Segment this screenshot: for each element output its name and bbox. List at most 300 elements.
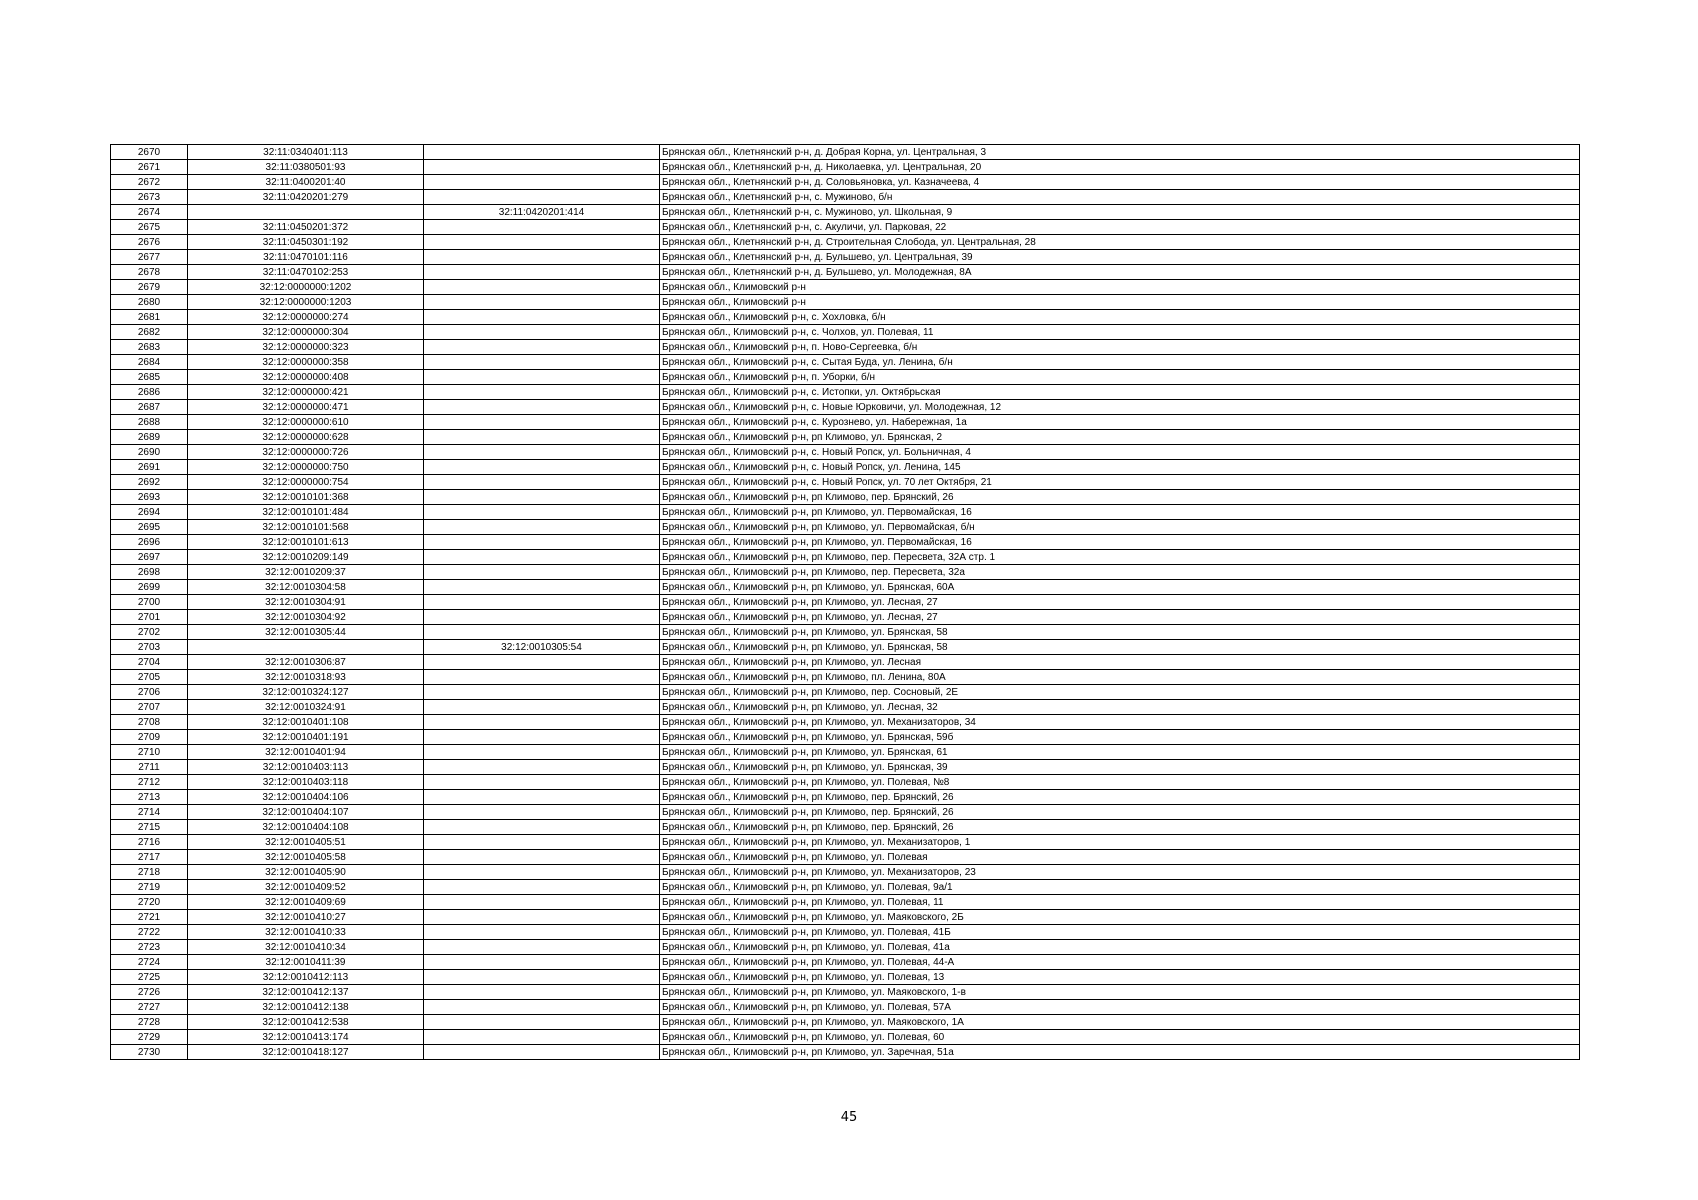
address-cell: Брянская обл., Климовский р-н, рп Климово, ул. Лесная, 27 — [660, 610, 1580, 625]
table-row — [111, 445, 1580, 460]
row-number-cell: 2693 — [111, 490, 188, 505]
cadastral-number-cell: 32:12:0010304:92 — [188, 610, 424, 625]
cadastral-number-cell: 32:12:0010209:149 — [188, 550, 424, 565]
row-number-cell: 2714 — [111, 805, 188, 820]
table-row — [111, 355, 1580, 370]
row-number-cell: 2684 — [111, 355, 188, 370]
table-row — [111, 535, 1580, 550]
address-cell: Брянская обл., Клетнянский р-н, д. Николаевка, ул. Центральная, 20 — [660, 160, 1580, 175]
address-cell: Брянская обл., Климовский р-н, рп Климово, пер. Брянский, 26 — [660, 790, 1580, 805]
row-number-cell: 2721 — [111, 910, 188, 925]
address-cell: Брянская обл., Климовский р-н, рп Климово, ул. Первомайская, 16 — [660, 505, 1580, 520]
table-row — [111, 325, 1580, 340]
cadastral-number-cell: 32:12:0010409:69 — [188, 895, 424, 910]
cadastral-number-cell: 32:12:0010101:484 — [188, 505, 424, 520]
table-row — [111, 1030, 1580, 1045]
cadastral-number-cell: 32:12:0010410:33 — [188, 925, 424, 940]
table-row — [111, 805, 1580, 820]
row-number-cell: 2677 — [111, 250, 188, 265]
cadastral-number-alt-cell — [424, 190, 660, 205]
cadastral-number-alt-cell — [424, 985, 660, 1000]
row-number-cell: 2689 — [111, 430, 188, 445]
table-row — [111, 1000, 1580, 1015]
row-number-cell: 2680 — [111, 295, 188, 310]
address-cell: Брянская обл., Климовский р-н, рп Климово, ул. Маяковского, 1А — [660, 1015, 1580, 1030]
row-number-cell: 2725 — [111, 970, 188, 985]
table-row — [111, 490, 1580, 505]
table-row — [111, 610, 1580, 625]
address-cell: Брянская обл., Климовский р-н, рп Климово, пер. Пересвета, 32а — [660, 565, 1580, 580]
row-number-cell: 2716 — [111, 835, 188, 850]
cadastral-number-alt-cell — [424, 955, 660, 970]
cadastral-number-cell: 32:12:0010305:44 — [188, 625, 424, 640]
row-number-cell: 2711 — [111, 760, 188, 775]
cadastral-number-cell: 32:12:0010401:108 — [188, 715, 424, 730]
cadastral-number-cell: 32:12:0010403:113 — [188, 760, 424, 775]
cadastral-number-cell: 32:11:0470102:253 — [188, 265, 424, 280]
cadastral-number-alt-cell — [424, 775, 660, 790]
cadastral-number-alt-cell — [424, 355, 660, 370]
row-number-cell: 2683 — [111, 340, 188, 355]
row-number-cell: 2704 — [111, 655, 188, 670]
cadastral-number-alt-cell — [424, 1015, 660, 1030]
cadastral-number-alt-cell — [424, 535, 660, 550]
cadastral-number-cell: 32:12:0000000:628 — [188, 430, 424, 445]
row-number-cell: 2681 — [111, 310, 188, 325]
cadastral-number-alt-cell — [424, 220, 660, 235]
row-number-cell: 2670 — [111, 145, 188, 160]
row-number-cell: 2703 — [111, 640, 188, 655]
address-cell: Брянская обл., Клетнянский р-н, д. Бульшево, ул. Центральная, 39 — [660, 250, 1580, 265]
table-row — [111, 970, 1580, 985]
cadastral-number-alt-cell — [424, 505, 660, 520]
cadastral-number-alt-cell: 32:11:0420201:414 — [424, 205, 660, 220]
cadastral-number-alt-cell — [424, 385, 660, 400]
cadastral-number-alt-cell — [424, 565, 660, 580]
cadastral-number-cell: 32:11:0420201:279 — [188, 190, 424, 205]
row-number-cell: 2694 — [111, 505, 188, 520]
row-number-cell: 2717 — [111, 850, 188, 865]
cadastral-number-cell — [188, 205, 424, 220]
row-number-cell: 2712 — [111, 775, 188, 790]
table-row — [111, 430, 1580, 445]
row-number-cell: 2726 — [111, 985, 188, 1000]
table-row — [111, 295, 1580, 310]
cadastral-number-cell: 32:12:0000000:408 — [188, 370, 424, 385]
cadastral-number-cell: 32:12:0010413:174 — [188, 1030, 424, 1045]
row-number-cell: 2723 — [111, 940, 188, 955]
cadastral-number-alt-cell — [424, 595, 660, 610]
table-row — [111, 685, 1580, 700]
cadastral-number-cell: 32:12:0010412:137 — [188, 985, 424, 1000]
address-cell: Брянская обл., Клетнянский р-н, с. Мужиново, ул. Школьная, 9 — [660, 205, 1580, 220]
cadastral-number-alt-cell — [424, 280, 660, 295]
cadastral-number-alt-cell — [424, 520, 660, 535]
cadastral-number-cell: 32:12:0010304:91 — [188, 595, 424, 610]
cadastral-number-cell: 32:11:0450301:192 — [188, 235, 424, 250]
row-number-cell: 2687 — [111, 400, 188, 415]
address-cell: Брянская обл., Климовский р-н, с. Истопки, ул. Октябрьская — [660, 385, 1580, 400]
row-number-cell: 2699 — [111, 580, 188, 595]
address-cell: Брянская обл., Климовский р-н, рп Климово, ул. Лесная — [660, 655, 1580, 670]
address-cell: Брянская обл., Климовский р-н, с. Новый Ропск, ул. Ленина, 145 — [660, 460, 1580, 475]
table-row — [111, 880, 1580, 895]
address-cell: Брянская обл., Климовский р-н, рп Климово, ул. Брянская, 59б — [660, 730, 1580, 745]
address-cell: Брянская обл., Климовский р-н, рп Климово, ул. Полевая — [660, 850, 1580, 865]
cadastral-number-alt-cell — [424, 370, 660, 385]
cadastral-number-cell: 32:11:0450201:372 — [188, 220, 424, 235]
cadastral-number-alt-cell — [424, 235, 660, 250]
row-number-cell: 2724 — [111, 955, 188, 970]
cadastral-number-cell: 32:11:0340401:113 — [188, 145, 424, 160]
table-row — [111, 790, 1580, 805]
cadastral-number-alt-cell — [424, 895, 660, 910]
cadastral-number-alt-cell — [424, 880, 660, 895]
row-number-cell: 2695 — [111, 520, 188, 535]
table-row — [111, 205, 1580, 220]
cadastral-number-cell: 32:12:0010405:51 — [188, 835, 424, 850]
cadastral-number-alt-cell — [424, 1000, 660, 1015]
cadastral-number-cell: 32:12:0010405:90 — [188, 865, 424, 880]
cadastral-number-alt-cell — [424, 715, 660, 730]
row-number-cell: 2679 — [111, 280, 188, 295]
row-number-cell: 2672 — [111, 175, 188, 190]
address-cell: Брянская обл., Климовский р-н, рп Климово, ул. Брянская, 39 — [660, 760, 1580, 775]
address-cell: Брянская обл., Клетнянский р-н, д. Добрая Корна, ул. Центральная, 3 — [660, 145, 1580, 160]
address-cell: Брянская обл., Климовский р-н, рп Климово, ул. Полевая, 41Б — [660, 925, 1580, 940]
address-cell: Брянская обл., Клетнянский р-н, д. Бульшево, ул. Молодежная, 8А — [660, 265, 1580, 280]
cadastral-number-alt-cell — [424, 445, 660, 460]
table-row — [111, 370, 1580, 385]
table-row — [111, 310, 1580, 325]
cadastral-number-cell: 32:12:0010418:127 — [188, 1045, 424, 1060]
row-number-cell: 2688 — [111, 415, 188, 430]
cadastral-number-alt-cell — [424, 910, 660, 925]
cadastral-number-alt-cell — [424, 835, 660, 850]
row-number-cell: 2696 — [111, 535, 188, 550]
cadastral-number-cell: 32:12:0000000:1202 — [188, 280, 424, 295]
row-number-cell: 2676 — [111, 235, 188, 250]
address-cell: Брянская обл., Климовский р-н, рп Климово, ул. Лесная, 27 — [660, 595, 1580, 610]
cadastral-number-alt-cell — [424, 145, 660, 160]
cadastral-number-cell: 32:12:0010412:113 — [188, 970, 424, 985]
address-cell: Брянская обл., Клетнянский р-н, с. Акуличи, ул. Парковая, 22 — [660, 220, 1580, 235]
cadastral-number-cell: 32:12:0010304:58 — [188, 580, 424, 595]
table-row — [111, 850, 1580, 865]
address-cell: Брянская обл., Климовский р-н, рп Климово, ул. Брянская, 60А — [660, 580, 1580, 595]
cadastral-number-cell: 32:12:0010410:34 — [188, 940, 424, 955]
table-row — [111, 595, 1580, 610]
cadastral-number-cell: 32:12:0000000:358 — [188, 355, 424, 370]
row-number-cell: 2700 — [111, 595, 188, 610]
row-number-cell: 2697 — [111, 550, 188, 565]
cadastral-number-alt-cell — [424, 700, 660, 715]
address-cell: Брянская обл., Климовский р-н, с. Курознево, ул. Набережная, 1а — [660, 415, 1580, 430]
cadastral-number-cell: 32:12:0010405:58 — [188, 850, 424, 865]
address-cell: Брянская обл., Климовский р-н, рп Климово, ул. Лесная, 32 — [660, 700, 1580, 715]
cadastral-number-cell: 32:12:0010412:138 — [188, 1000, 424, 1015]
cadastral-number-cell: 32:12:0010401:94 — [188, 745, 424, 760]
cadastral-number-cell: 32:12:0010401:191 — [188, 730, 424, 745]
cadastral-number-alt-cell — [424, 325, 660, 340]
cadastral-number-cell: 32:12:0010412:538 — [188, 1015, 424, 1030]
cadastral-number-alt-cell — [424, 310, 660, 325]
cadastral-number-cell: 32:12:0010404:107 — [188, 805, 424, 820]
table-row — [111, 565, 1580, 580]
table-row — [111, 910, 1580, 925]
cadastral-number-cell: 32:11:0380501:93 — [188, 160, 424, 175]
address-cell: Брянская обл., Климовский р-н, с. Новые Юрковичи, ул. Молодежная, 12 — [660, 400, 1580, 415]
cadastral-number-alt-cell — [424, 430, 660, 445]
address-cell: Брянская обл., Климовский р-н, рп Климово, ул. Брянская, 61 — [660, 745, 1580, 760]
cadastral-number-cell: 32:12:0010306:87 — [188, 655, 424, 670]
address-cell: Брянская обл., Климовский р-н, рп Климово, ул. Маяковского, 1-в — [660, 985, 1580, 1000]
row-number-cell: 2674 — [111, 205, 188, 220]
cadastral-number-alt-cell — [424, 175, 660, 190]
address-cell: Брянская обл., Климовский р-н, п. Уборки, б/н — [660, 370, 1580, 385]
address-cell: Брянская обл., Климовский р-н, рп Климово, ул. Полевая, 9а/1 — [660, 880, 1580, 895]
cadastral-number-cell: 32:12:0010409:52 — [188, 880, 424, 895]
cadastral-number-cell: 32:12:0010404:108 — [188, 820, 424, 835]
cadastral-number-alt-cell — [424, 490, 660, 505]
table-row — [111, 475, 1580, 490]
cadastral-number-cell: 32:12:0010403:118 — [188, 775, 424, 790]
row-number-cell: 2702 — [111, 625, 188, 640]
cadastral-number-alt-cell — [424, 655, 660, 670]
address-cell: Брянская обл., Климовский р-н, рп Климово, ул. Первомайская, 16 — [660, 535, 1580, 550]
row-number-cell: 2728 — [111, 1015, 188, 1030]
cadastral-number-cell: 32:12:0000000:274 — [188, 310, 424, 325]
row-number-cell: 2678 — [111, 265, 188, 280]
row-number-cell: 2691 — [111, 460, 188, 475]
row-number-cell: 2682 — [111, 325, 188, 340]
row-number-cell: 2690 — [111, 445, 188, 460]
table-row — [111, 670, 1580, 685]
table-row — [111, 400, 1580, 415]
table-row — [111, 820, 1580, 835]
table-row — [111, 625, 1580, 640]
address-cell: Брянская обл., Климовский р-н, рп Климово, ул. Механизаторов, 1 — [660, 835, 1580, 850]
cadastral-number-cell: 32:12:0010101:613 — [188, 535, 424, 550]
address-cell: Брянская обл., Клетнянский р-н, д. Строительная Слобода, ул. Центральная, 28 — [660, 235, 1580, 250]
address-cell: Брянская обл., Климовский р-н, рп Климово, ул. Полевая, 57А — [660, 1000, 1580, 1015]
table-row — [111, 550, 1580, 565]
address-cell: Брянская обл., Клетнянский р-н, д. Соловьяновка, ул. Казначеева, 4 — [660, 175, 1580, 190]
address-cell: Брянская обл., Климовский р-н, рп Климово, пер. Пересвета, 32А стр. 1 — [660, 550, 1580, 565]
cadastral-number-alt-cell — [424, 415, 660, 430]
address-cell: Брянская обл., Клетнянский р-н, с. Мужиново, б/н — [660, 190, 1580, 205]
cadastral-number-alt-cell — [424, 805, 660, 820]
address-cell: Брянская обл., Климовский р-н, рп Климово, ул. Маяковского, 2Б — [660, 910, 1580, 925]
cadastral-number-cell: 32:12:0010410:27 — [188, 910, 424, 925]
cadastral-number-alt-cell — [424, 550, 660, 565]
cadastral-number-alt-cell — [424, 850, 660, 865]
cadastral-number-alt-cell — [424, 820, 660, 835]
table-row — [111, 235, 1580, 250]
cadastral-number-cell: 32:11:0470101:116 — [188, 250, 424, 265]
cadastral-number-alt-cell — [424, 940, 660, 955]
cadastral-number-alt-cell — [424, 730, 660, 745]
row-number-cell: 2673 — [111, 190, 188, 205]
row-number-cell: 2698 — [111, 565, 188, 580]
cadastral-number-alt-cell — [424, 670, 660, 685]
cadastral-number-alt-cell — [424, 160, 660, 175]
table-row — [111, 580, 1580, 595]
address-cell: Брянская обл., Климовский р-н, рп Климово, ул. Полевая, 41а — [660, 940, 1580, 955]
table-row — [111, 940, 1580, 955]
address-cell: Брянская обл., Климовский р-н, с. Сытая Буда, ул. Ленина, б/н — [660, 355, 1580, 370]
cadastral-number-cell: 32:12:0010324:127 — [188, 685, 424, 700]
table-row — [111, 925, 1580, 940]
cadastral-number-cell: 32:12:0010318:93 — [188, 670, 424, 685]
address-cell: Брянская обл., Климовский р-н, рп Климово, ул. Механизаторов, 23 — [660, 865, 1580, 880]
address-cell: Брянская обл., Климовский р-н, рп Климово, пер. Брянский, 26 — [660, 805, 1580, 820]
table-row — [111, 865, 1580, 880]
cadastral-number-cell: 32:12:0000000:754 — [188, 475, 424, 490]
cadastral-number-alt-cell — [424, 790, 660, 805]
table-row — [111, 265, 1580, 280]
cadastral-number-cell: 32:12:0010209:37 — [188, 565, 424, 580]
address-cell: Брянская обл., Климовский р-н, рп Климово, пер. Брянский, 26 — [660, 490, 1580, 505]
row-number-cell: 2729 — [111, 1030, 188, 1045]
cadastral-number-alt-cell — [424, 250, 660, 265]
address-cell: Брянская обл., Климовский р-н, п. Ново-Сергеевка, б/н — [660, 340, 1580, 355]
cadastral-number-cell: 32:11:0400201:40 — [188, 175, 424, 190]
table-row — [111, 895, 1580, 910]
table-row — [111, 160, 1580, 175]
cadastral-number-cell: 32:12:0010101:568 — [188, 520, 424, 535]
table-row — [111, 460, 1580, 475]
table-row — [111, 145, 1580, 160]
cadastral-number-cell: 32:12:0000000:726 — [188, 445, 424, 460]
table-row — [111, 385, 1580, 400]
table-row — [111, 220, 1580, 235]
page-number: 45 — [840, 1110, 858, 1125]
table-row — [111, 190, 1580, 205]
row-number-cell: 2719 — [111, 880, 188, 895]
cadastral-number-alt-cell — [424, 925, 660, 940]
row-number-cell: 2730 — [111, 1045, 188, 1060]
address-cell: Брянская обл., Климовский р-н, рп Климово, ул. Брянская, 58 — [660, 625, 1580, 640]
address-cell: Брянская обл., Климовский р-н — [660, 280, 1580, 295]
cadastral-number-cell — [188, 640, 424, 655]
table-row — [111, 280, 1580, 295]
table-row — [111, 640, 1580, 655]
row-number-cell: 2722 — [111, 925, 188, 940]
table-row — [111, 250, 1580, 265]
row-number-cell: 2671 — [111, 160, 188, 175]
cadastral-number-alt-cell — [424, 295, 660, 310]
cadastral-number-alt-cell — [424, 865, 660, 880]
cadastral-number-alt-cell — [424, 580, 660, 595]
table-row — [111, 835, 1580, 850]
address-cell: Брянская обл., Климовский р-н, с. Чолхов, ул. Полевая, 11 — [660, 325, 1580, 340]
cadastral-number-alt-cell — [424, 340, 660, 355]
cadastral-number-cell: 32:12:0000000:610 — [188, 415, 424, 430]
table-row — [111, 730, 1580, 745]
table-row — [111, 715, 1580, 730]
address-cell: Брянская обл., Климовский р-н — [660, 295, 1580, 310]
cadastral-number-alt-cell — [424, 685, 660, 700]
row-number-cell: 2710 — [111, 745, 188, 760]
table-row — [111, 760, 1580, 775]
cadastral-number-alt-cell — [424, 760, 660, 775]
table-row — [111, 520, 1580, 535]
table-row — [111, 1015, 1580, 1030]
table-row — [111, 745, 1580, 760]
table-row — [111, 700, 1580, 715]
row-number-cell: 2713 — [111, 790, 188, 805]
cadastral-number-cell: 32:12:0000000:750 — [188, 460, 424, 475]
row-number-cell: 2720 — [111, 895, 188, 910]
row-number-cell: 2709 — [111, 730, 188, 745]
row-number-cell: 2718 — [111, 865, 188, 880]
row-number-cell: 2715 — [111, 820, 188, 835]
address-cell: Брянская обл., Климовский р-н, рп Климово, пер. Брянский, 26 — [660, 820, 1580, 835]
registry-table-body — [111, 145, 1580, 1060]
row-number-cell: 2727 — [111, 1000, 188, 1015]
cadastral-number-cell: 32:12:0000000:304 — [188, 325, 424, 340]
table-row — [111, 175, 1580, 190]
address-cell: Брянская обл., Климовский р-н, рп Климово, ул. Брянская, 2 — [660, 430, 1580, 445]
row-number-cell: 2708 — [111, 715, 188, 730]
row-number-cell: 2706 — [111, 685, 188, 700]
cadastral-number-alt-cell — [424, 1045, 660, 1060]
cadastral-number-alt-cell — [424, 265, 660, 280]
row-number-cell: 2686 — [111, 385, 188, 400]
address-cell: Брянская обл., Климовский р-н, рп Климово, ул. Полевая, №8 — [660, 775, 1580, 790]
cadastral-number-cell: 32:12:0010404:106 — [188, 790, 424, 805]
address-cell: Брянская обл., Климовский р-н, рп Климово, ул. Полевая, 60 — [660, 1030, 1580, 1045]
cadastral-number-cell: 32:12:0010324:91 — [188, 700, 424, 715]
address-cell: Брянская обл., Климовский р-н, рп Климово, ул. Полевая, 44-А — [660, 955, 1580, 970]
cadastral-number-alt-cell: 32:12:0010305:54 — [424, 640, 660, 655]
address-cell: Брянская обл., Климовский р-н, рп Климово, ул. Первомайская, б/н — [660, 520, 1580, 535]
table-row — [111, 775, 1580, 790]
address-cell: Брянская обл., Климовский р-н, с. Новый Ропск, ул. 70 лет Октября, 21 — [660, 475, 1580, 490]
row-number-cell: 2685 — [111, 370, 188, 385]
cadastral-number-cell: 32:12:0000000:471 — [188, 400, 424, 415]
address-cell: Брянская обл., Климовский р-н, рп Климово, ул. Механизаторов, 34 — [660, 715, 1580, 730]
cadastral-number-alt-cell — [424, 460, 660, 475]
address-cell: Брянская обл., Климовский р-н, рп Климово, ул. Полевая, 13 — [660, 970, 1580, 985]
address-cell: Брянская обл., Климовский р-н, рп Климово, ул. Полевая, 11 — [660, 895, 1580, 910]
row-number-cell: 2692 — [111, 475, 188, 490]
table-row — [111, 505, 1580, 520]
cadastral-number-alt-cell — [424, 610, 660, 625]
registry-table — [110, 144, 1580, 1060]
cadastral-number-alt-cell — [424, 475, 660, 490]
table-row — [111, 955, 1580, 970]
cadastral-number-alt-cell — [424, 1030, 660, 1045]
cadastral-number-cell: 32:12:0000000:323 — [188, 340, 424, 355]
cadastral-number-cell: 32:12:0000000:1203 — [188, 295, 424, 310]
cadastral-number-cell: 32:12:0010101:368 — [188, 490, 424, 505]
row-number-cell: 2675 — [111, 220, 188, 235]
cadastral-number-alt-cell — [424, 745, 660, 760]
table-row — [111, 415, 1580, 430]
row-number-cell: 2705 — [111, 670, 188, 685]
table-row — [111, 655, 1580, 670]
address-cell: Брянская обл., Климовский р-н, с. Хохловка, б/н — [660, 310, 1580, 325]
cadastral-number-alt-cell — [424, 625, 660, 640]
cadastral-number-cell: 32:12:0010411:39 — [188, 955, 424, 970]
address-cell: Брянская обл., Климовский р-н, с. Новый Ропск, ул. Больничная, 4 — [660, 445, 1580, 460]
table-row — [111, 985, 1580, 1000]
address-cell: Брянская обл., Климовский р-н, рп Климово, ул. Заречная, 51а — [660, 1045, 1580, 1060]
table-row — [111, 1045, 1580, 1060]
address-cell: Брянская обл., Климовский р-н, рп Климово, пер. Сосновый, 2Е — [660, 685, 1580, 700]
